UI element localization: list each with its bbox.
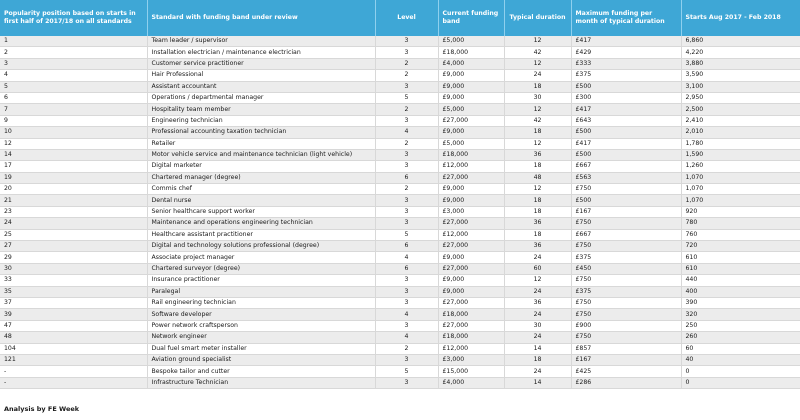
header-funding-band: Current funding band [438,0,504,36]
cell-max-funding: £667 [571,229,681,240]
cell-level: 5 [375,92,438,103]
table-row [0,149,800,160]
header-standard: Standard with funding band under review [147,0,375,36]
cell-starts: 1,780 [681,138,800,149]
cell-duration: 18 [504,354,571,365]
cell-max-funding: £375 [571,70,681,81]
cell-position: - [0,366,147,377]
cell-starts: 320 [681,309,800,320]
cell-max-funding: £500 [571,149,681,160]
cell-funding-band: £9,000 [438,70,504,81]
cell-standard: Senior healthcare support worker [147,206,375,217]
header-duration: Typical duration [504,0,571,36]
cell-max-funding: £300 [571,92,681,103]
cell-funding-band: £27,000 [438,241,504,252]
cell-max-funding: £500 [571,127,681,138]
cell-position: 27 [0,241,147,252]
table-row [0,241,800,252]
cell-starts: 60 [681,343,800,354]
cell-standard: Rail engineering technician [147,297,375,308]
header-level: Level [375,0,438,36]
cell-position: 10 [0,127,147,138]
cell-starts: 1,070 [681,195,800,206]
cell-max-funding: £333 [571,58,681,69]
cell-level: 3 [375,297,438,308]
table-row [0,104,800,115]
header-popularity: Popularity position based on starts in first half of 2017/18 on all standards [0,0,147,36]
cell-level: 2 [375,184,438,195]
cell-funding-band: £18,000 [438,149,504,160]
cell-max-funding: £563 [571,172,681,183]
cell-standard: Insurance practitioner [147,275,375,286]
table-row [0,297,800,308]
table-row [0,127,800,138]
cell-max-funding: £750 [571,184,681,195]
cell-duration: 36 [504,241,571,252]
cell-position: 9 [0,115,147,126]
cell-funding-band: £15,000 [438,366,504,377]
cell-funding-band: £9,000 [438,286,504,297]
cell-funding-band: £5,000 [438,36,504,47]
cell-max-funding: £500 [571,195,681,206]
cell-level: 3 [375,320,438,331]
table-row [0,195,800,206]
cell-funding-band: £4,000 [438,377,504,388]
cell-funding-band: £9,000 [438,252,504,263]
cell-level: 6 [375,263,438,274]
cell-max-funding: £750 [571,332,681,343]
cell-level: 3 [375,286,438,297]
cell-starts: 0 [681,377,800,388]
cell-standard: Assistant accountant [147,81,375,92]
cell-duration: 12 [504,184,571,195]
cell-standard: Dual fuel smart meter installer [147,343,375,354]
cell-position: 33 [0,275,147,286]
cell-standard: Chartered surveyor (degree) [147,263,375,274]
cell-position: 35 [0,286,147,297]
cell-funding-band: £12,000 [438,161,504,172]
cell-position: 21 [0,195,147,206]
cell-duration: 18 [504,206,571,217]
cell-duration: 14 [504,377,571,388]
cell-starts: 1,590 [681,149,800,160]
cell-level: 3 [375,275,438,286]
cell-max-funding: £167 [571,206,681,217]
cell-position: 23 [0,206,147,217]
cell-standard: Hair Professional [147,70,375,81]
cell-funding-band: £18,000 [438,332,504,343]
cell-position: - [0,377,147,388]
cell-level: 5 [375,366,438,377]
cell-duration: 42 [504,47,571,58]
cell-funding-band: £12,000 [438,343,504,354]
cell-standard: Professional accounting taxation technician [147,127,375,138]
cell-funding-band: £27,000 [438,115,504,126]
cell-level: 5 [375,229,438,240]
cell-level: 3 [375,81,438,92]
cell-funding-band: £9,000 [438,195,504,206]
cell-standard: Aviation ground specialist [147,354,375,365]
cell-position: 7 [0,104,147,115]
cell-standard: Digital and technology solutions professional (degree) [147,241,375,252]
cell-level: 3 [375,377,438,388]
cell-position: 6 [0,92,147,103]
cell-position: 3 [0,58,147,69]
cell-level: 2 [375,343,438,354]
cell-duration: 36 [504,297,571,308]
table-row [0,286,800,297]
cell-position: 47 [0,320,147,331]
cell-duration: 12 [504,36,571,47]
table-row [0,58,800,69]
cell-duration: 36 [504,218,571,229]
cell-standard: Hospitality team member [147,104,375,115]
cell-funding-band: £3,000 [438,206,504,217]
cell-level: 3 [375,115,438,126]
table-row [0,320,800,331]
cell-standard: Paralegal [147,286,375,297]
cell-starts: 1,070 [681,184,800,195]
cell-duration: 60 [504,263,571,274]
cell-duration: 30 [504,92,571,103]
cell-starts: 1,260 [681,161,800,172]
cell-max-funding: £167 [571,354,681,365]
cell-funding-band: £27,000 [438,263,504,274]
table-row [0,218,800,229]
cell-duration: 18 [504,81,571,92]
cell-starts: 390 [681,297,800,308]
cell-level: 3 [375,161,438,172]
cell-funding-band: £27,000 [438,320,504,331]
cell-level: 2 [375,138,438,149]
cell-starts: 6,860 [681,36,800,47]
cell-standard: Dental nurse [147,195,375,206]
cell-level: 4 [375,332,438,343]
cell-level: 3 [375,36,438,47]
table-row [0,377,800,388]
cell-funding-band: £27,000 [438,172,504,183]
cell-funding-band: £18,000 [438,47,504,58]
cell-starts: 3,880 [681,58,800,69]
cell-max-funding: £417 [571,138,681,149]
cell-duration: 24 [504,70,571,81]
cell-max-funding: £750 [571,218,681,229]
cell-level: 3 [375,149,438,160]
cell-duration: 30 [504,320,571,331]
table-row [0,184,800,195]
cell-position: 48 [0,332,147,343]
cell-duration: 18 [504,229,571,240]
cell-starts: 920 [681,206,800,217]
cell-starts: 4,220 [681,47,800,58]
cell-starts: 2,410 [681,115,800,126]
cell-starts: 400 [681,286,800,297]
header-starts: Starts Aug 2017 - Feb 2018 [681,0,800,36]
cell-starts: 610 [681,252,800,263]
cell-position: 19 [0,172,147,183]
cell-starts: 250 [681,320,800,331]
table-row [0,332,800,343]
cell-position: 104 [0,343,147,354]
cell-level: 3 [375,47,438,58]
cell-max-funding: £450 [571,263,681,274]
cell-level: 6 [375,172,438,183]
cell-level: 6 [375,241,438,252]
cell-starts: 3,100 [681,81,800,92]
cell-standard: Retailer [147,138,375,149]
source-note: Analysis by FE Week [4,405,80,413]
header-row [0,0,800,36]
cell-starts: 2,500 [681,104,800,115]
cell-duration: 12 [504,104,571,115]
cell-standard: Engineering technician [147,115,375,126]
cell-starts: 3,590 [681,70,800,81]
cell-duration: 48 [504,172,571,183]
cell-max-funding: £750 [571,241,681,252]
cell-duration: 12 [504,58,571,69]
cell-standard: Infrastructure Technician [147,377,375,388]
cell-level: 3 [375,218,438,229]
cell-duration: 18 [504,195,571,206]
cell-max-funding: £286 [571,377,681,388]
cell-position: 1 [0,36,147,47]
cell-max-funding: £643 [571,115,681,126]
table-row [0,366,800,377]
cell-funding-band: £9,000 [438,92,504,103]
cell-standard: Associate project manager [147,252,375,263]
cell-standard: Bespoke tailor and cutter [147,366,375,377]
cell-standard: Motor vehicle service and maintenance technician (light vehicle) [147,149,375,160]
cell-duration: 12 [504,138,571,149]
cell-level: 3 [375,206,438,217]
cell-starts: 760 [681,229,800,240]
cell-position: 37 [0,297,147,308]
cell-starts: 440 [681,275,800,286]
cell-standard: Team leader / supervisor [147,36,375,47]
table-header [0,0,800,36]
cell-level: 3 [375,195,438,206]
cell-starts: 780 [681,218,800,229]
table-row [0,309,800,320]
cell-duration: 14 [504,343,571,354]
cell-position: 14 [0,149,147,160]
cell-funding-band: £18,000 [438,309,504,320]
cell-max-funding: £425 [571,366,681,377]
table-row [0,47,800,58]
cell-starts: 40 [681,354,800,365]
cell-max-funding: £500 [571,81,681,92]
header-max-funding: Maximum funding per month of typical duration [571,0,681,36]
table-row [0,81,800,92]
table-row [0,229,800,240]
cell-standard: Network engineer [147,332,375,343]
cell-position: 39 [0,309,147,320]
cell-max-funding: £667 [571,161,681,172]
table-row [0,36,800,47]
cell-funding-band: £9,000 [438,275,504,286]
table-row [0,161,800,172]
cell-funding-band: £27,000 [438,218,504,229]
table-row [0,92,800,103]
table-row [0,206,800,217]
cell-max-funding: £750 [571,275,681,286]
cell-position: 2 [0,47,147,58]
cell-position: 121 [0,354,147,365]
cell-starts: 2,950 [681,92,800,103]
cell-level: 2 [375,70,438,81]
cell-duration: 24 [504,309,571,320]
cell-duration: 42 [504,115,571,126]
cell-funding-band: £9,000 [438,127,504,138]
cell-level: 2 [375,58,438,69]
cell-position: 20 [0,184,147,195]
cell-funding-band: £9,000 [438,81,504,92]
cell-position: 4 [0,70,147,81]
cell-funding-band: £4,000 [438,58,504,69]
cell-level: 4 [375,252,438,263]
cell-duration: 12 [504,275,571,286]
cell-standard: Maintenance and operations engineering technician [147,218,375,229]
cell-position: 5 [0,81,147,92]
table-row [0,115,800,126]
cell-standard: Commis chef [147,184,375,195]
cell-starts: 0 [681,366,800,377]
cell-standard: Healthcare assistant practitioner [147,229,375,240]
cell-starts: 260 [681,332,800,343]
cell-starts: 2,010 [681,127,800,138]
cell-starts: 720 [681,241,800,252]
cell-level: 4 [375,127,438,138]
cell-duration: 24 [504,286,571,297]
cell-max-funding: £417 [571,36,681,47]
cell-level: 3 [375,354,438,365]
cell-position: 29 [0,252,147,263]
cell-standard: Operations / departmental manager [147,92,375,103]
cell-position: 12 [0,138,147,149]
cell-duration: 36 [504,149,571,160]
table-body [0,36,800,389]
table-row [0,263,800,274]
cell-standard: Customer service practitioner [147,58,375,69]
cell-standard: Software developer [147,309,375,320]
cell-duration: 24 [504,332,571,343]
cell-max-funding: £900 [571,320,681,331]
cell-max-funding: £857 [571,343,681,354]
cell-duration: 18 [504,127,571,138]
cell-position: 24 [0,218,147,229]
table-row [0,70,800,81]
cell-funding-band: £9,000 [438,184,504,195]
cell-starts: 1,070 [681,172,800,183]
cell-funding-band: £27,000 [438,297,504,308]
cell-standard: Power network craftsperson [147,320,375,331]
cell-level: 2 [375,104,438,115]
cell-position: 25 [0,229,147,240]
table-row [0,343,800,354]
cell-max-funding: £429 [571,47,681,58]
cell-max-funding: £750 [571,309,681,320]
table-row [0,138,800,149]
cell-position: 30 [0,263,147,274]
cell-max-funding: £750 [571,297,681,308]
cell-max-funding: £375 [571,252,681,263]
table-row [0,275,800,286]
cell-starts: 610 [681,263,800,274]
cell-duration: 24 [504,252,571,263]
cell-funding-band: £5,000 [438,104,504,115]
cell-position: 17 [0,161,147,172]
cell-duration: 24 [504,366,571,377]
table-row [0,252,800,263]
cell-funding-band: £5,000 [438,138,504,149]
cell-max-funding: £417 [571,104,681,115]
cell-duration: 18 [504,161,571,172]
cell-standard: Digital marketer [147,161,375,172]
table-row [0,172,800,183]
cell-funding-band: £12,000 [438,229,504,240]
table-row [0,354,800,365]
cell-funding-band: £3,000 [438,354,504,365]
cell-level: 4 [375,309,438,320]
cell-standard: Installation electrician / maintenance electrician [147,47,375,58]
cell-standard: Chartered manager (degree) [147,172,375,183]
cell-max-funding: £375 [571,286,681,297]
